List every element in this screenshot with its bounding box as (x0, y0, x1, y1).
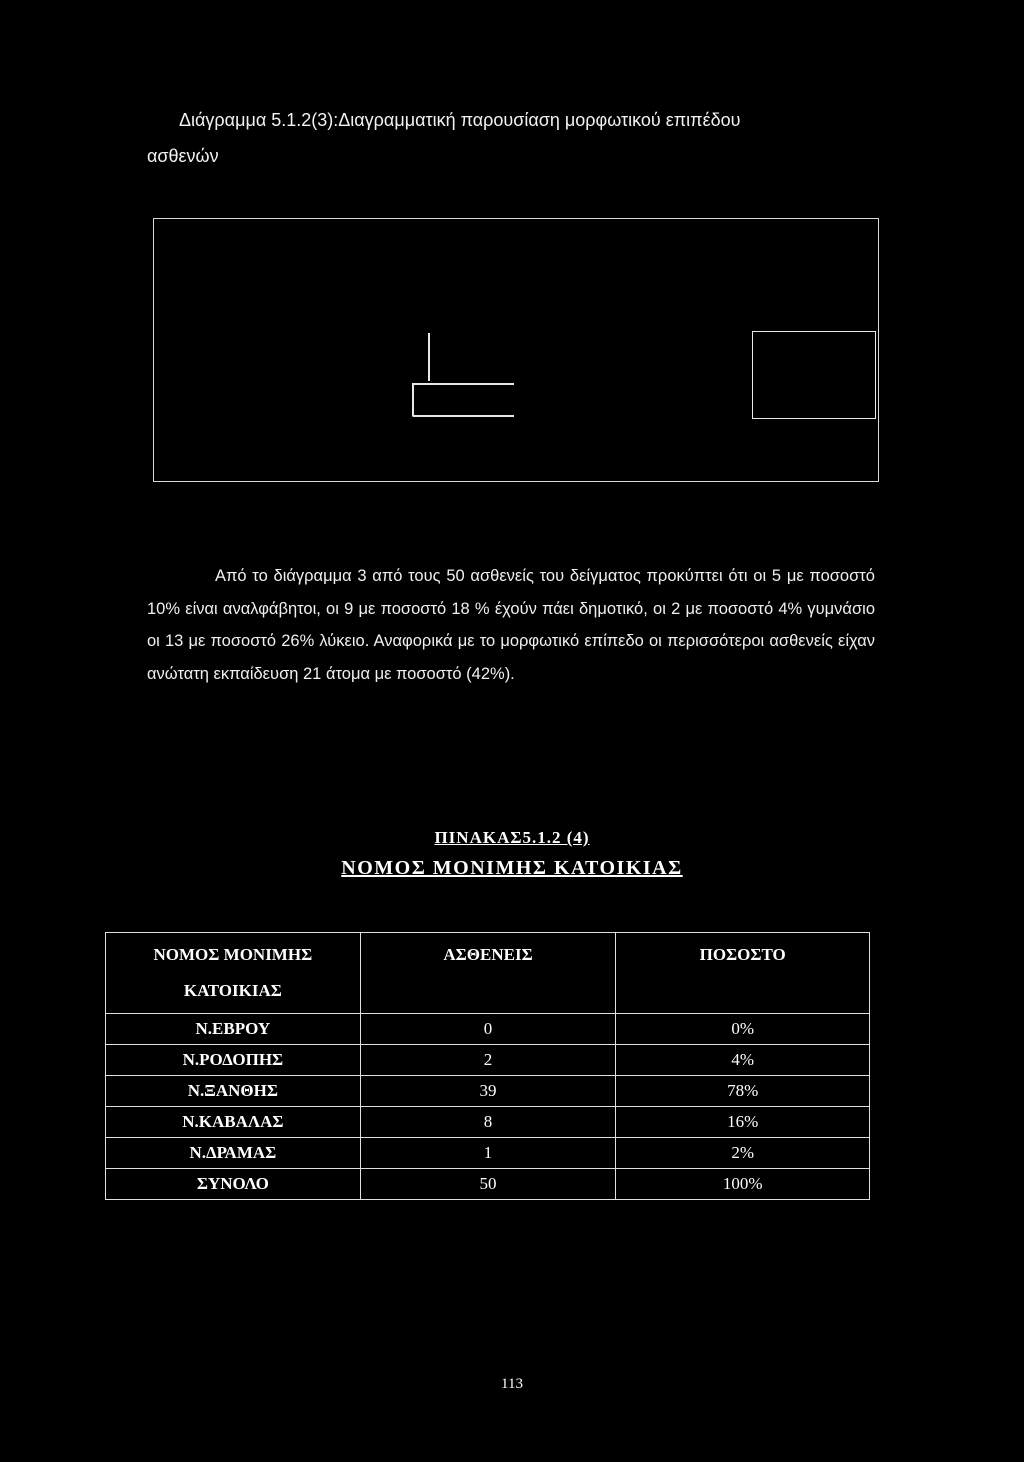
cell-patients: 39 (360, 1076, 616, 1107)
header-percentage: ΠΟΣΟΣΤΟ (616, 933, 870, 1014)
chart-frame (153, 218, 879, 482)
chart-legend-box (752, 331, 876, 419)
page-number: 113 (501, 1376, 523, 1392)
chart-fragment-line (428, 333, 430, 381)
chart-fragment-bracket (412, 383, 514, 417)
cell-patients: 0 (360, 1014, 616, 1045)
cell-patients: 1 (360, 1138, 616, 1169)
cell-prefecture: Ν.ΚΑΒΑΛΑΣ (106, 1107, 361, 1138)
cell-prefecture: ΣΥΝΟΛΟ (106, 1169, 361, 1200)
header-patients: ΑΣΘΕΝΕΙΣ (360, 933, 616, 1014)
table-row (106, 1045, 870, 1076)
table-total-row (106, 1169, 870, 1200)
cell-percentage: 78% (616, 1076, 870, 1107)
table-header-row (106, 933, 870, 1014)
cell-prefecture: Ν.ΡΟΔΟΠΗΣ (106, 1045, 361, 1076)
caption-line-2: ασθενών (147, 146, 219, 166)
cell-prefecture: Ν.ΕΒΡΟΥ (106, 1014, 361, 1045)
cell-patients: 50 (360, 1169, 616, 1200)
cell-patients: 8 (360, 1107, 616, 1138)
table-number: ΠΙΝΑΚΑΣ5.1.2 (4) (434, 828, 590, 847)
cell-percentage: 4% (616, 1045, 870, 1076)
table-row (106, 1014, 870, 1045)
cell-percentage: 16% (616, 1107, 870, 1138)
table-row (106, 1107, 870, 1138)
cell-percentage: 2% (616, 1138, 870, 1169)
cell-patients: 2 (360, 1045, 616, 1076)
cell-prefecture: Ν.ΔΡΑΜΑΣ (106, 1138, 361, 1169)
table-row (106, 1138, 870, 1169)
cell-percentage: 100% (616, 1169, 870, 1200)
header-prefecture: ΝΟΜΟΣ ΜΟΝΙΜΗΣ ΚΑΤΟΙΚΙΑΣ (106, 933, 361, 1014)
table-title: ΝΟΜΟΣ ΜΟΝΙΜΗΣ ΚΑΤΟΙΚΙΑΣ (341, 857, 683, 879)
cell-percentage: 0% (616, 1014, 870, 1045)
residence-table (105, 932, 870, 1200)
body-paragraph: Από το διάγραμμα 3 από τους 50 ασθενείς του δείγματος προκύπτει ότι οι 5 με ποσοστό 10% είναι αναλφάβητοι, οι 9 με ποσοστό 18 % έχούν πάει δημοτικό, οι 2 με ποσοστό 4% γυμνάσιο οι 13 με ποσοστό 26% λύκειο. Αναφορικά με το μορφωτικό επίπεδο οι περισσότεροι ασθενείς είχαν ανώτατη εκπαίδευση 21 άτομα με ποσοστό (42%). (147, 567, 875, 683)
caption-line-1: Διάγραμμα 5.1.2(3):Διαγραμματική παρουσίαση μορφωτικού επιπέδου (179, 110, 741, 130)
cell-prefecture: Ν.ΞΑΝΘΗΣ (106, 1076, 361, 1107)
table-row (106, 1076, 870, 1107)
figure-caption (147, 102, 847, 174)
